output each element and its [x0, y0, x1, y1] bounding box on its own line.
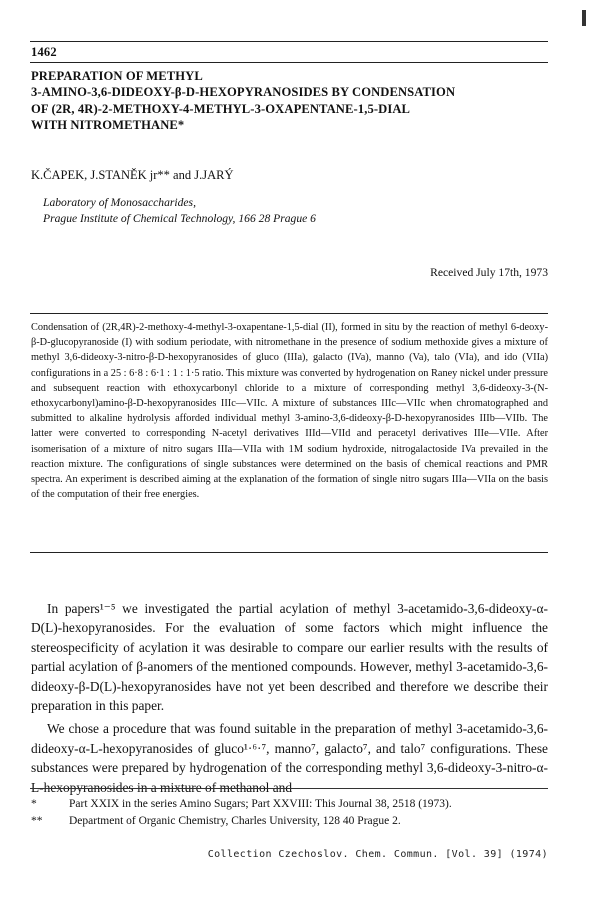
title-line-4: WITH NITROMETHANE*	[31, 117, 185, 132]
footnote-text: Department of Organic Chemistry, Charles University, 128 40 Prague 2.	[69, 814, 401, 827]
scan-edge-mark	[582, 10, 586, 26]
journal-footer: Collection Czechoslov. Chem. Commun. [Vol. 39] (1974)	[207, 849, 548, 860]
abstract-rule-bottom	[30, 552, 548, 553]
title-line-2: 3-AMINO-3,6-DIDEOXY-β-D-HEXOPYRANOSIDES BY CONDENSATION	[31, 85, 456, 100]
title-line-1: PREPARATION OF METHYL	[31, 69, 203, 83]
footnote-1	[31, 796, 548, 813]
title-line-3: OF (2R, 4R)-2-METHOXY-4-METHYL-3-OXAPENTANE-1,5-DIAL	[31, 101, 411, 116]
article-title	[31, 68, 551, 133]
affiliation-line-1: Laboratory of Monosaccharides,	[43, 196, 196, 209]
received-date: Received July 17th, 1973	[430, 266, 548, 279]
body-paragraph-2: We chose a procedure that was found suitable in the preparation of methyl 3-acetamido-3,6-dideoxy-α-L-hexopyranosides of gluco¹·⁶·⁷, manno⁷, galacto⁷, and talo⁷ configurations. These substances were prepared by hydrogenation of the corresponding methyl 3,6-dideoxy-3-nitro-α-L-hexopyranosides in a mixture of methanol and	[31, 721, 548, 795]
footnote-text: Part XXIX in the series Amino Sugars; Part XXVIII: This Journal 38, 2518 (1973).	[69, 798, 452, 810]
body-paragraph-1: In papers¹⁻⁵ we investigated the partial acylation of methyl 3-acetamido-3,6-dideoxy-α-D(L)-hexopyranosides. For the evaluation of some factors which might influence the stereospecificity of acylation it was desirable to compare our earlier results with the results of partial acylation of β-anomers of the mentioned compounds. However, methyl 3-acetamido-3,6-dideoxy-β-D(L)-hexopyranosides have not yet been described and therefore we describe their preparation in this paper.	[31, 601, 548, 714]
footnote-2	[31, 813, 548, 830]
abstract-rule-top	[30, 313, 548, 314]
affiliation-line-2: Prague Institute of Chemical Technology, 166 28 Prague 6	[43, 212, 316, 225]
body-text	[31, 599, 548, 797]
header-rule-top	[30, 41, 548, 42]
footnote-mark: *	[31, 798, 37, 810]
abstract	[31, 320, 548, 502]
header-rule-bottom	[30, 62, 548, 63]
affiliation	[43, 195, 316, 227]
footnote-rule	[30, 788, 548, 789]
abstract-text: Condensation of (2R,4R)-2-methoxy-4-methyl-3-oxapentane-1,5-dial (II), formed in situ by the reaction of methyl 6-deoxy-β-D-glucopyranoside (I) with sodium periodate, with nitromethane in the presence of sodium methoxide gives a mixture of methyl 3,6-dideoxy-3-nitro-β-D-hexopyranosides of gluco (IIIa), galacto (IVa), manno (Va), talo (VIa), and ido (VIIa) configurations in a 25 : 6·8 : 6·1 : 1 : 1·5 ratio. This mixture was converted by hydrogenation on Raney nickel under pressure and subsequent reaction with ethoxycarbonyl chloride to a mixture of corresponding methyl 3,6-dideoxy-3-(N-ethoxycarbonyl)amino-β-D-hexopyranosides IIIc—VIIc. A mixture of substances IIIc—VIIc when chromatographed and submitted to alkaline hydrolysis afforded individual methyl 3-amino-3,6-dideoxy-β-D-hexopyranosides IIIb—VIIb. The latter were converted to corresponding N-acetyl derivatives IIId—VIId and peracetyl derivatives IIIe—VIIe. After isomerisation of a mixture of nitro sugars IIIa—VIIa with 1M sodium hydroxide, nitrogalactoside IVa prevailed in the reaction mixture. The configurations of single substances were determined on the basis of chemical reactions and PMR spectra. An experiment is described aiming at the explanation of the formation of single nitro sugars IIIa—VIIa on the basis of the computation of their free energies.	[31, 322, 548, 501]
footnote-mark: **	[31, 814, 43, 827]
footnotes	[31, 796, 548, 829]
page-number: 1462	[31, 45, 57, 59]
author-list: K.ČAPEK, J.STANĚK jr** and J.JARÝ	[31, 168, 234, 182]
